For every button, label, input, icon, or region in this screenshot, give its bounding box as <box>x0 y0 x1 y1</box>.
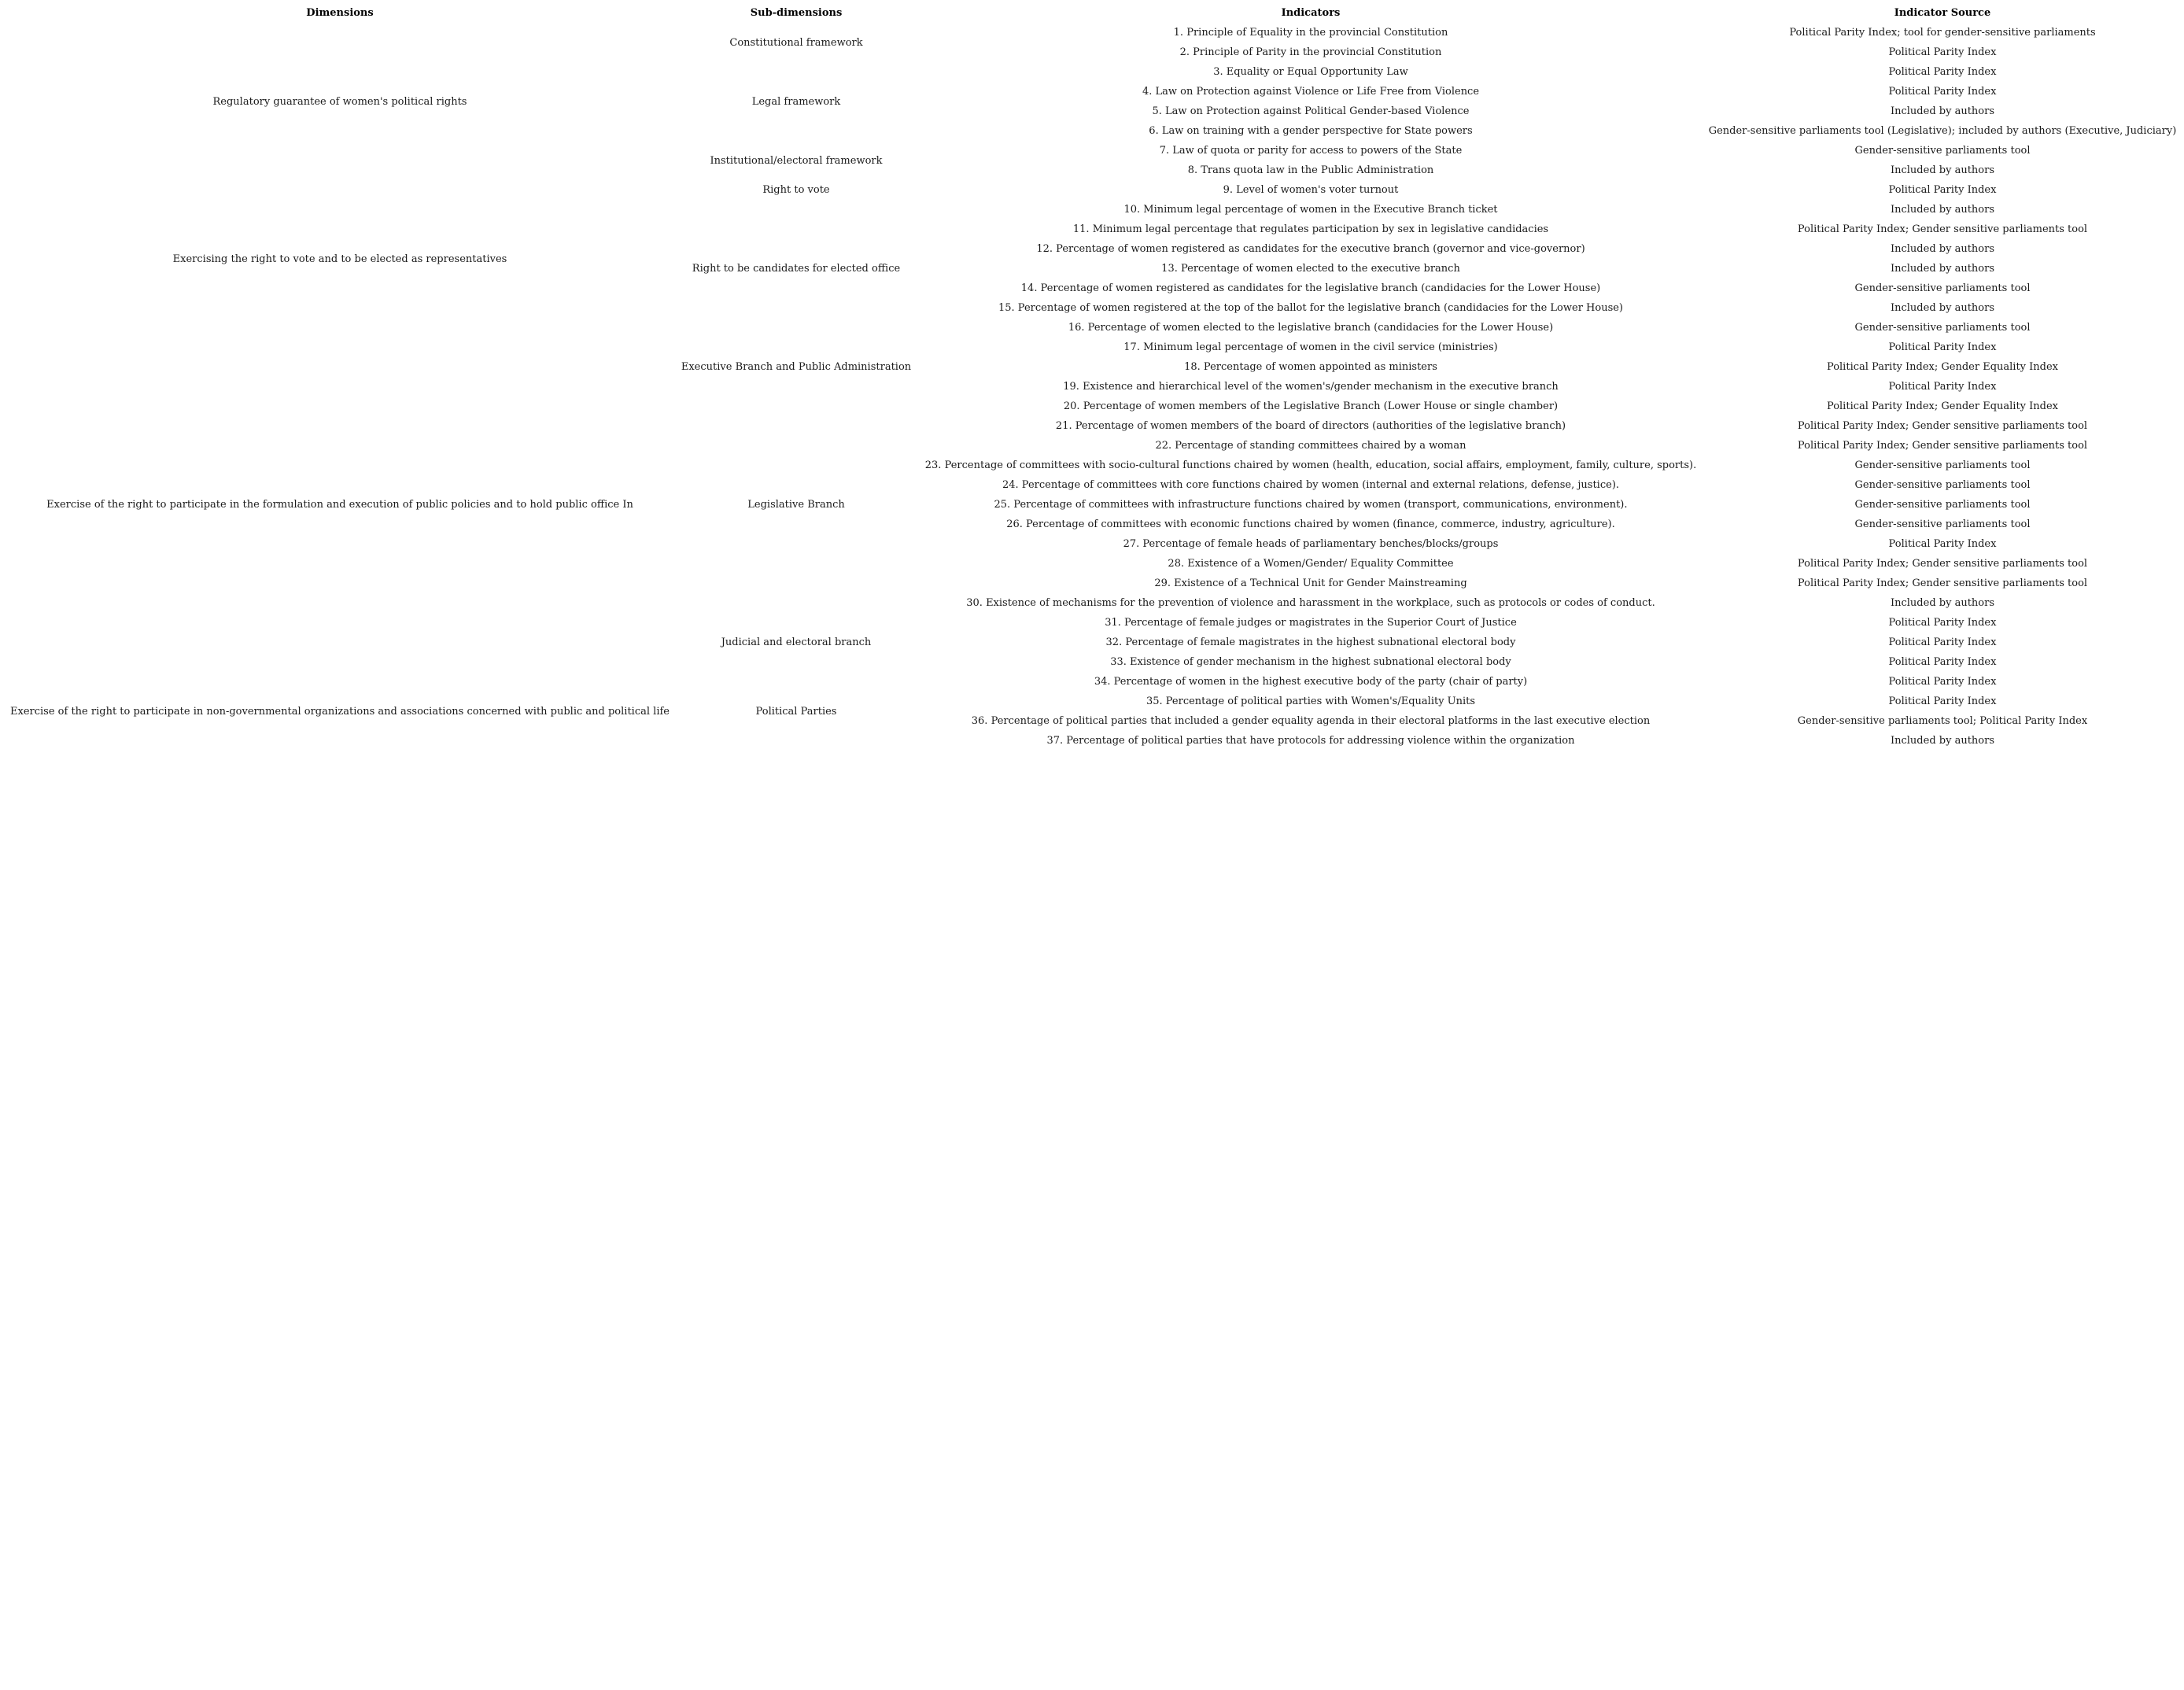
indicator-source-cell: Included by authors <box>1890 105 1995 117</box>
indicator-cell: 22. Percentage of standing committees chaired by a woman <box>1155 440 1466 452</box>
indicator-cell: 16. Percentage of women elected to the legislative branch (candidacies for the Lower House) <box>1068 322 1554 334</box>
indicator-cell: 20. Percentage of women members of the Legislative Branch (Lower House or single chamber) <box>1063 400 1559 412</box>
indicator-cell: 28. Existence of a Women/Gender/ Equality Committee <box>1168 558 1454 570</box>
indicator-source-cell: Political Parity Index <box>1888 696 1997 707</box>
indicator-cell: 24. Percentage of committees with core functions chaired by women (internal and external relations, defense, justice). <box>1002 479 1620 491</box>
header-dimensions: Dimensions <box>306 7 374 19</box>
indicator-source-cell: Political Parity Index; Gender sensitive parliaments tool <box>1797 440 2088 452</box>
indicator-source-cell: Political Parity Index <box>1888 617 1997 629</box>
subdimension-cell: Right to be candidates for elected office <box>692 263 901 275</box>
indicator-source-cell: Political Parity Index <box>1888 538 1997 550</box>
indicator-source-cell: Political Parity Index; Gender sensitive parliaments tool <box>1797 223 2088 235</box>
indicator-cell: 10. Minimum legal percentage of women in the Executive Branch ticket <box>1123 204 1498 216</box>
indicator-cell: 37. Percentage of political parties that have protocols for addressing violence within the organization <box>1046 735 1575 747</box>
indicator-cell: 29. Existence of a Technical Unit for Gender Mainstreaming <box>1154 577 1467 589</box>
indicator-cell: 5. Law on Protection against Political Gender-based Violence <box>1152 105 1470 117</box>
indicator-source-cell: Gender-sensitive parliaments tool <box>1854 282 2031 294</box>
indicator-source-cell: Political Parity Index <box>1888 66 1997 78</box>
indicator-source-cell: Political Parity Index; Gender sensitive parliaments tool <box>1797 577 2088 589</box>
indicator-source-cell: Included by authors <box>1890 243 1995 255</box>
indicator-cell: 1. Principle of Equality in the provincial Constitution <box>1173 27 1448 39</box>
indicator-cell: 32. Percentage of female magistrates in the highest subnational electoral body <box>1105 637 1516 648</box>
indicator-source-cell: Included by authors <box>1890 735 1995 747</box>
subdimension-cell: Judicial and electoral branch <box>721 637 872 648</box>
indicator-source-cell: Political Parity Index; Gender Equality Index <box>1826 361 2059 373</box>
indicator-source-cell: Political Parity Index; tool for gender-sensitive parliaments <box>1789 27 2096 39</box>
indicator-source-cell: Political Parity Index <box>1888 381 1997 393</box>
indicator-source-cell: Gender-sensitive parliaments tool <box>1854 499 2031 511</box>
indicator-cell: 21. Percentage of women members of the board of directors (authorities of the legislative branch) <box>1055 420 1566 432</box>
header-indicator-source: Indicator Source <box>1894 7 1991 19</box>
indicator-source-cell: Political Parity Index <box>1888 86 1997 98</box>
indicator-cell: 9. Level of women's voter turnout <box>1223 184 1399 196</box>
indicator-cell: 35. Percentage of political parties with Women's/Equality Units <box>1145 696 1476 707</box>
indicator-cell: 36. Percentage of political parties that included a gender equality agenda in their electoral platforms in the last executive election <box>971 715 1651 727</box>
indicator-cell: 14. Percentage of women registered as candidates for the legislative branch (candidacies for the Lower House) <box>1020 282 1601 294</box>
subdimension-cell: Constitutional framework <box>729 36 863 49</box>
indicator-source-cell: Included by authors <box>1890 597 1995 609</box>
indicator-cell: 12. Percentage of women registered as candidates for the executive branch (governor and vice-governor) <box>1036 243 1585 255</box>
header-subdimensions: Sub-dimensions <box>750 7 843 19</box>
indicator-source-cell: Gender-sensitive parliaments tool <box>1854 459 2031 471</box>
indicator-cell: 8. Trans quota law in the Public Administration <box>1187 164 1434 176</box>
indicator-cell: 3. Equality or Equal Opportunity Law <box>1213 66 1408 78</box>
indicator-source-cell: Gender-sensitive parliaments tool <box>1854 479 2031 491</box>
indicator-source-cell: Included by authors <box>1890 302 1995 314</box>
indicator-source-cell: Political Parity Index <box>1888 46 1997 58</box>
indicator-source-cell: Political Parity Index; Gender Equality Index <box>1826 400 2059 412</box>
indicator-cell: 17. Minimum legal percentage of women in the civil service (ministries) <box>1123 341 1498 353</box>
indicator-source-cell: Political Parity Index <box>1888 656 1997 668</box>
indicator-cell: 27. Percentage of female heads of parliamentary benches/blocks/groups <box>1123 538 1499 550</box>
dimension-cell: Exercise of the right to participate in non-governmental organizations and associations concerned with public and political life <box>10 705 670 718</box>
indicator-cell: 7. Law of quota or parity for access to powers of the State <box>1159 145 1463 157</box>
indicator-cell: 4. Law on Protection against Violence or Life Free from Violence <box>1142 86 1480 98</box>
subdimension-cell: Executive Branch and Public Administration <box>681 361 912 373</box>
indicator-cell: 13. Percentage of women elected to the executive branch <box>1161 263 1460 275</box>
indicator-source-cell: Included by authors <box>1890 164 1995 176</box>
dimension-cell: Regulatory guarantee of women's political rights <box>212 95 467 108</box>
indicator-source-cell: Political Parity Index <box>1888 676 1997 688</box>
indicator-cell: 18. Percentage of women appointed as ministers <box>1184 361 1437 373</box>
indicator-source-cell: Gender-sensitive parliaments tool <box>1854 518 2031 530</box>
indicator-cell: 11. Minimum legal percentage that regulates participation by sex in legislative candidacies <box>1072 223 1549 235</box>
dimension-cell: Exercise of the right to participate in the formulation and execution of public policies and to hold public office In <box>46 499 633 511</box>
header-indicators: Indicators <box>1281 7 1341 19</box>
indicator-source-cell: Included by authors <box>1890 204 1995 216</box>
indicator-source-cell: Political Parity Index <box>1888 184 1997 196</box>
indicator-source-cell: Political Parity Index <box>1888 341 1997 353</box>
indicator-source-cell: Gender-sensitive parliaments tool <box>1854 322 2031 334</box>
indicator-cell: 30. Existence of mechanisms for the prevention of violence and harassment in the workplace, such as protocols or codes of conduct. <box>966 597 1655 609</box>
subdimension-cell: Right to vote <box>762 184 830 196</box>
subdimension-cell: Institutional/electoral framework <box>710 154 883 167</box>
indicator-source-cell: Gender-sensitive parliaments tool (Legislative); included by authors (Executive, Judiciary) <box>1708 125 2177 137</box>
indicator-cell: 26. Percentage of committees with economic functions chaired by women (finance, commerce, industry, agriculture). <box>1006 518 1615 530</box>
indicator-cell: 19. Existence and hierarchical level of the women's/gender mechanism in the executive branch <box>1063 381 1559 393</box>
indicator-cell: 34. Percentage of women in the highest executive body of the party (chair of party) <box>1094 676 1528 688</box>
indicator-cell: 25. Percentage of committees with infrastructure functions chaired by women (transport, communications, environment). <box>994 499 1628 511</box>
indicator-source-cell: Political Parity Index; Gender sensitive parliaments tool <box>1797 420 2088 432</box>
indicator-source-cell: Political Parity Index <box>1888 637 1997 648</box>
indicator-cell: 23. Percentage of committees with socio-cultural functions chaired by women (health, education, social affairs, employment, family, culture, sports). <box>924 459 1697 471</box>
indicator-cell: 31. Percentage of female judges or magistrates in the Superior Court of Justice <box>1105 617 1517 629</box>
indicator-cell: 2. Principle of Parity in the provincial Constitution <box>1179 46 1442 58</box>
subdimension-cell: Legislative Branch <box>747 499 845 511</box>
indicator-cell: 15. Percentage of women registered at the top of the ballot for the legislative branch (candidacies for the Lower House) <box>998 302 1624 314</box>
indicator-source-cell: Gender-sensitive parliaments tool <box>1854 145 2031 157</box>
indicator-cell: 33. Existence of gender mechanism in the highest subnational electoral body <box>1110 656 1511 668</box>
subdimension-cell: Political Parties <box>755 705 837 718</box>
indicator-source-cell: Political Parity Index; Gender sensitive parliaments tool <box>1797 558 2088 570</box>
indicator-source-cell: Included by authors <box>1890 263 1995 275</box>
dimension-cell: Exercising the right to vote and to be elected as representatives <box>172 253 507 265</box>
indicator-source-cell: Gender-sensitive parliaments tool; Political Parity Index <box>1797 715 2088 727</box>
subdimension-cell: Legal framework <box>751 95 841 108</box>
indicator-cell: 6. Law on training with a gender perspective for State powers <box>1149 125 1473 137</box>
